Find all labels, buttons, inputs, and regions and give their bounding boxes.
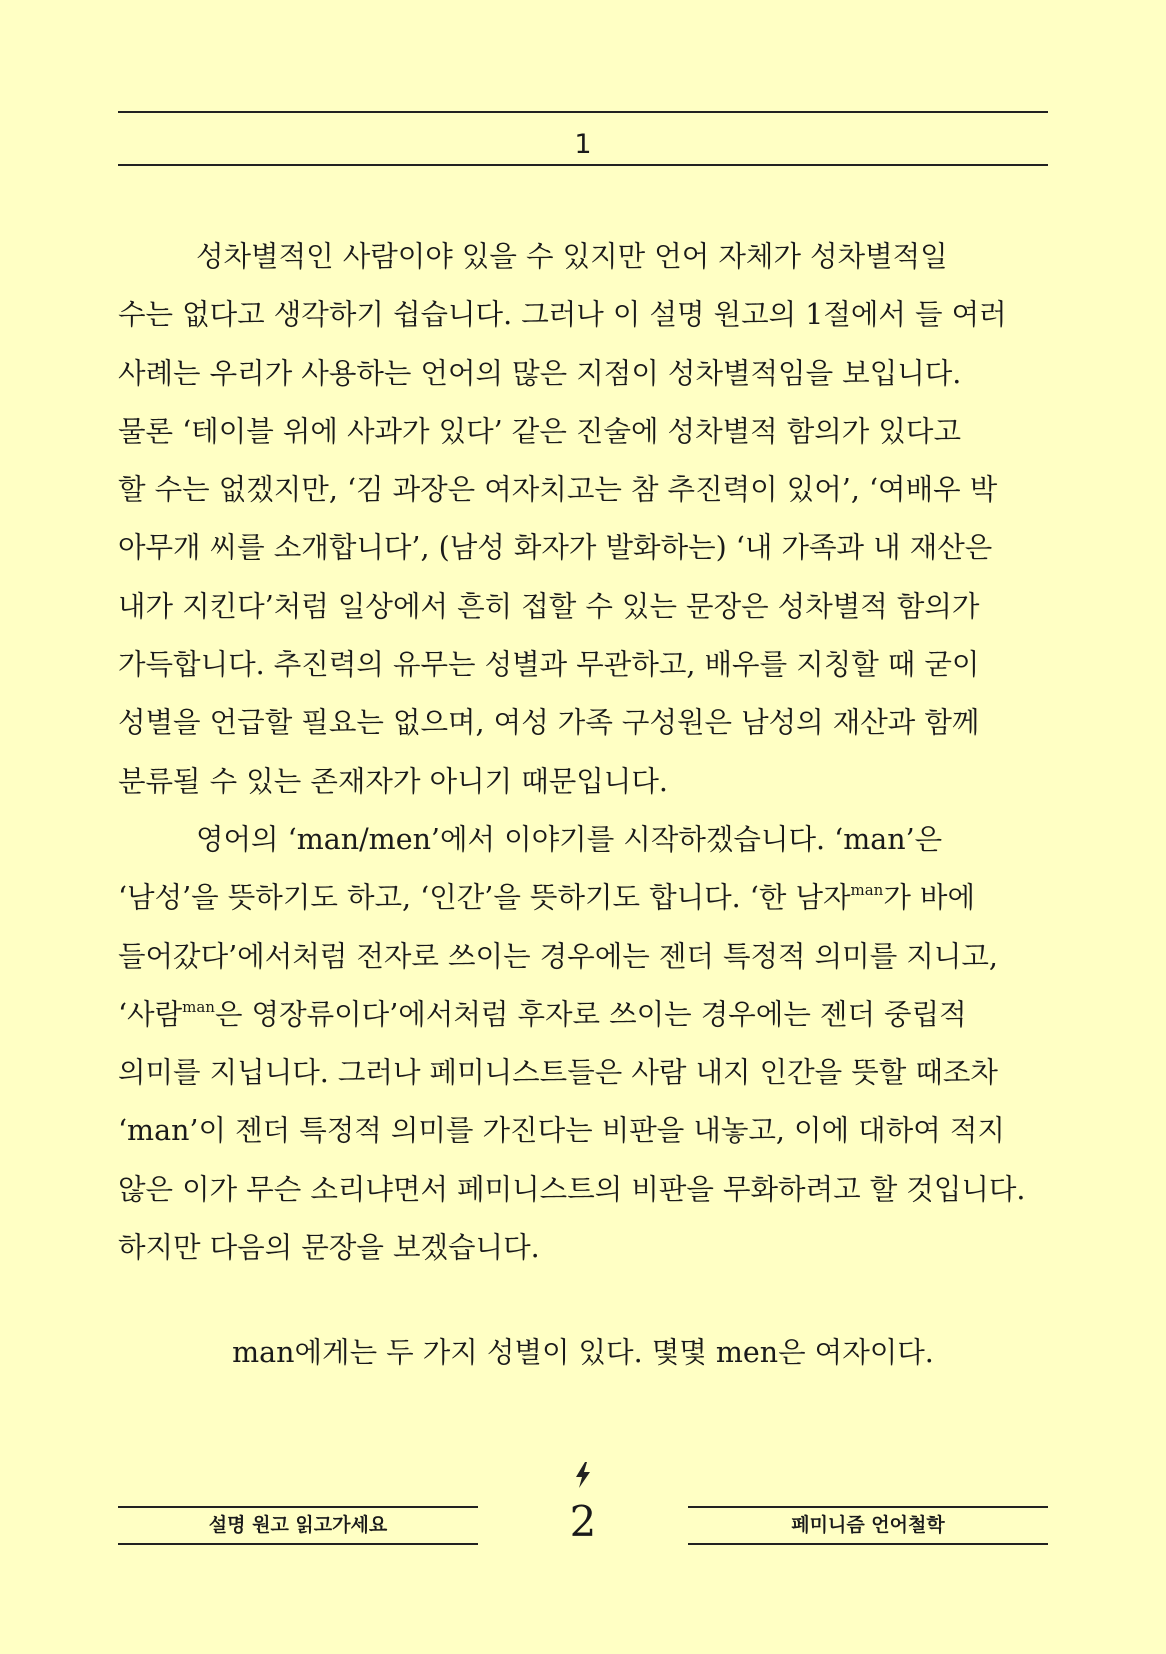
header-rule-bottom — [118, 164, 1048, 166]
text-line: 사례는 우리가 사용하는 언어의 많은 지점이 성차별적임을 보입니다. — [118, 356, 962, 390]
text-segment: 은 영장류이다’에서처럼 후자로 쓰이는 경우에는 젠더 중립적 — [214, 997, 967, 1031]
paragraph-1 — [118, 228, 1048, 811]
text-segment: ‘사람 — [118, 997, 183, 1031]
text-line: 하지만 다음의 문장을 보겠습니다. — [118, 1231, 540, 1265]
footer-left-label: 설명 원고 읽고가세요 — [208, 1514, 388, 1536]
footer-right-rule-bottom — [688, 1543, 1048, 1545]
lightning-bolt-icon — [574, 1462, 592, 1488]
text-line: 성별을 언급할 필요는 없으며, 여성 가족 구성원은 남성의 재산과 함께 — [118, 706, 980, 740]
text-line: 의미를 지닙니다. 그러나 페미니스트들은 사람 내지 인간을 뜻할 때조차 — [118, 1056, 998, 1090]
gloss-superscript: man — [850, 881, 884, 900]
text-line: 아무개 씨를 소개합니다’, (남성 화자가 발화하는) ‘내 가족과 내 재산은 — [118, 531, 993, 565]
text-line — [118, 869, 1048, 927]
text-line: 영어의 ‘man/men’에서 이야기를 시작하겠습니다. ‘man’은 — [196, 822, 943, 856]
text-line: 분류될 수 있는 존재자가 아니기 때문입니다. — [118, 764, 668, 798]
text-line — [118, 986, 1048, 1044]
text-line: 가득합니다. 추진력의 유무는 성별과 무관하고, 배우를 지칭할 때 굳이 — [118, 648, 980, 682]
header-rule-top — [118, 111, 1048, 113]
text-line: 성차별적인 사람이야 있을 수 있지만 언어 자체가 성차별적일 — [196, 240, 948, 273]
text-line: 들어갔다’에서처럼 전자로 쓰이는 경우에는 젠더 특정적 의미를 지니고, — [118, 939, 998, 973]
footer-right-rule-top — [688, 1506, 1048, 1508]
text-line: 할 수는 없겠지만, ‘김 과장은 여자치고는 참 추진력이 있어’, ‘여배우 박 — [118, 473, 998, 507]
text-segment: ‘남성’을 뜻하기도 하고, ‘인간’을 뜻하기도 합니다. ‘한 남자 — [118, 881, 851, 915]
paragraph-2 — [118, 811, 1048, 1277]
footer-left-rule-top — [118, 1506, 478, 1508]
text-line: 물론 ‘테이블 위에 사과가 있다’ 같은 진술에 성차별적 함의가 있다고 — [118, 414, 961, 448]
body-text — [118, 228, 1048, 1277]
text-line: 수는 없다고 생각하기 쉽습니다. 그러나 이 설명 원고의 1절에서 들 여러 — [118, 298, 1007, 332]
section-number: 1 — [574, 129, 592, 160]
text-line: 내가 지킨다’처럼 일상에서 흔히 접할 수 있는 문장은 성차별적 함의가 — [118, 589, 980, 623]
footer-right-label: 페미니즘 언어철학 — [791, 1514, 945, 1536]
text-segment: 가 바에 — [883, 881, 975, 915]
example-sentence: man에게는 두 가지 성별이 있다. 몇몇 men은 여자이다. — [232, 1336, 934, 1369]
page-number: 2 — [569, 1497, 597, 1546]
footer-left-rule-bottom — [118, 1543, 478, 1545]
text-line: 않은 이가 무슨 소리냐면서 페미니스트의 비판을 무화하려고 할 것입니다. — [118, 1172, 1026, 1206]
text-line: ‘man’이 젠더 특정적 의미를 가진다는 비판을 내놓고, 이에 대하여 적지 — [118, 1114, 1005, 1148]
gloss-superscript: man — [182, 997, 215, 1016]
